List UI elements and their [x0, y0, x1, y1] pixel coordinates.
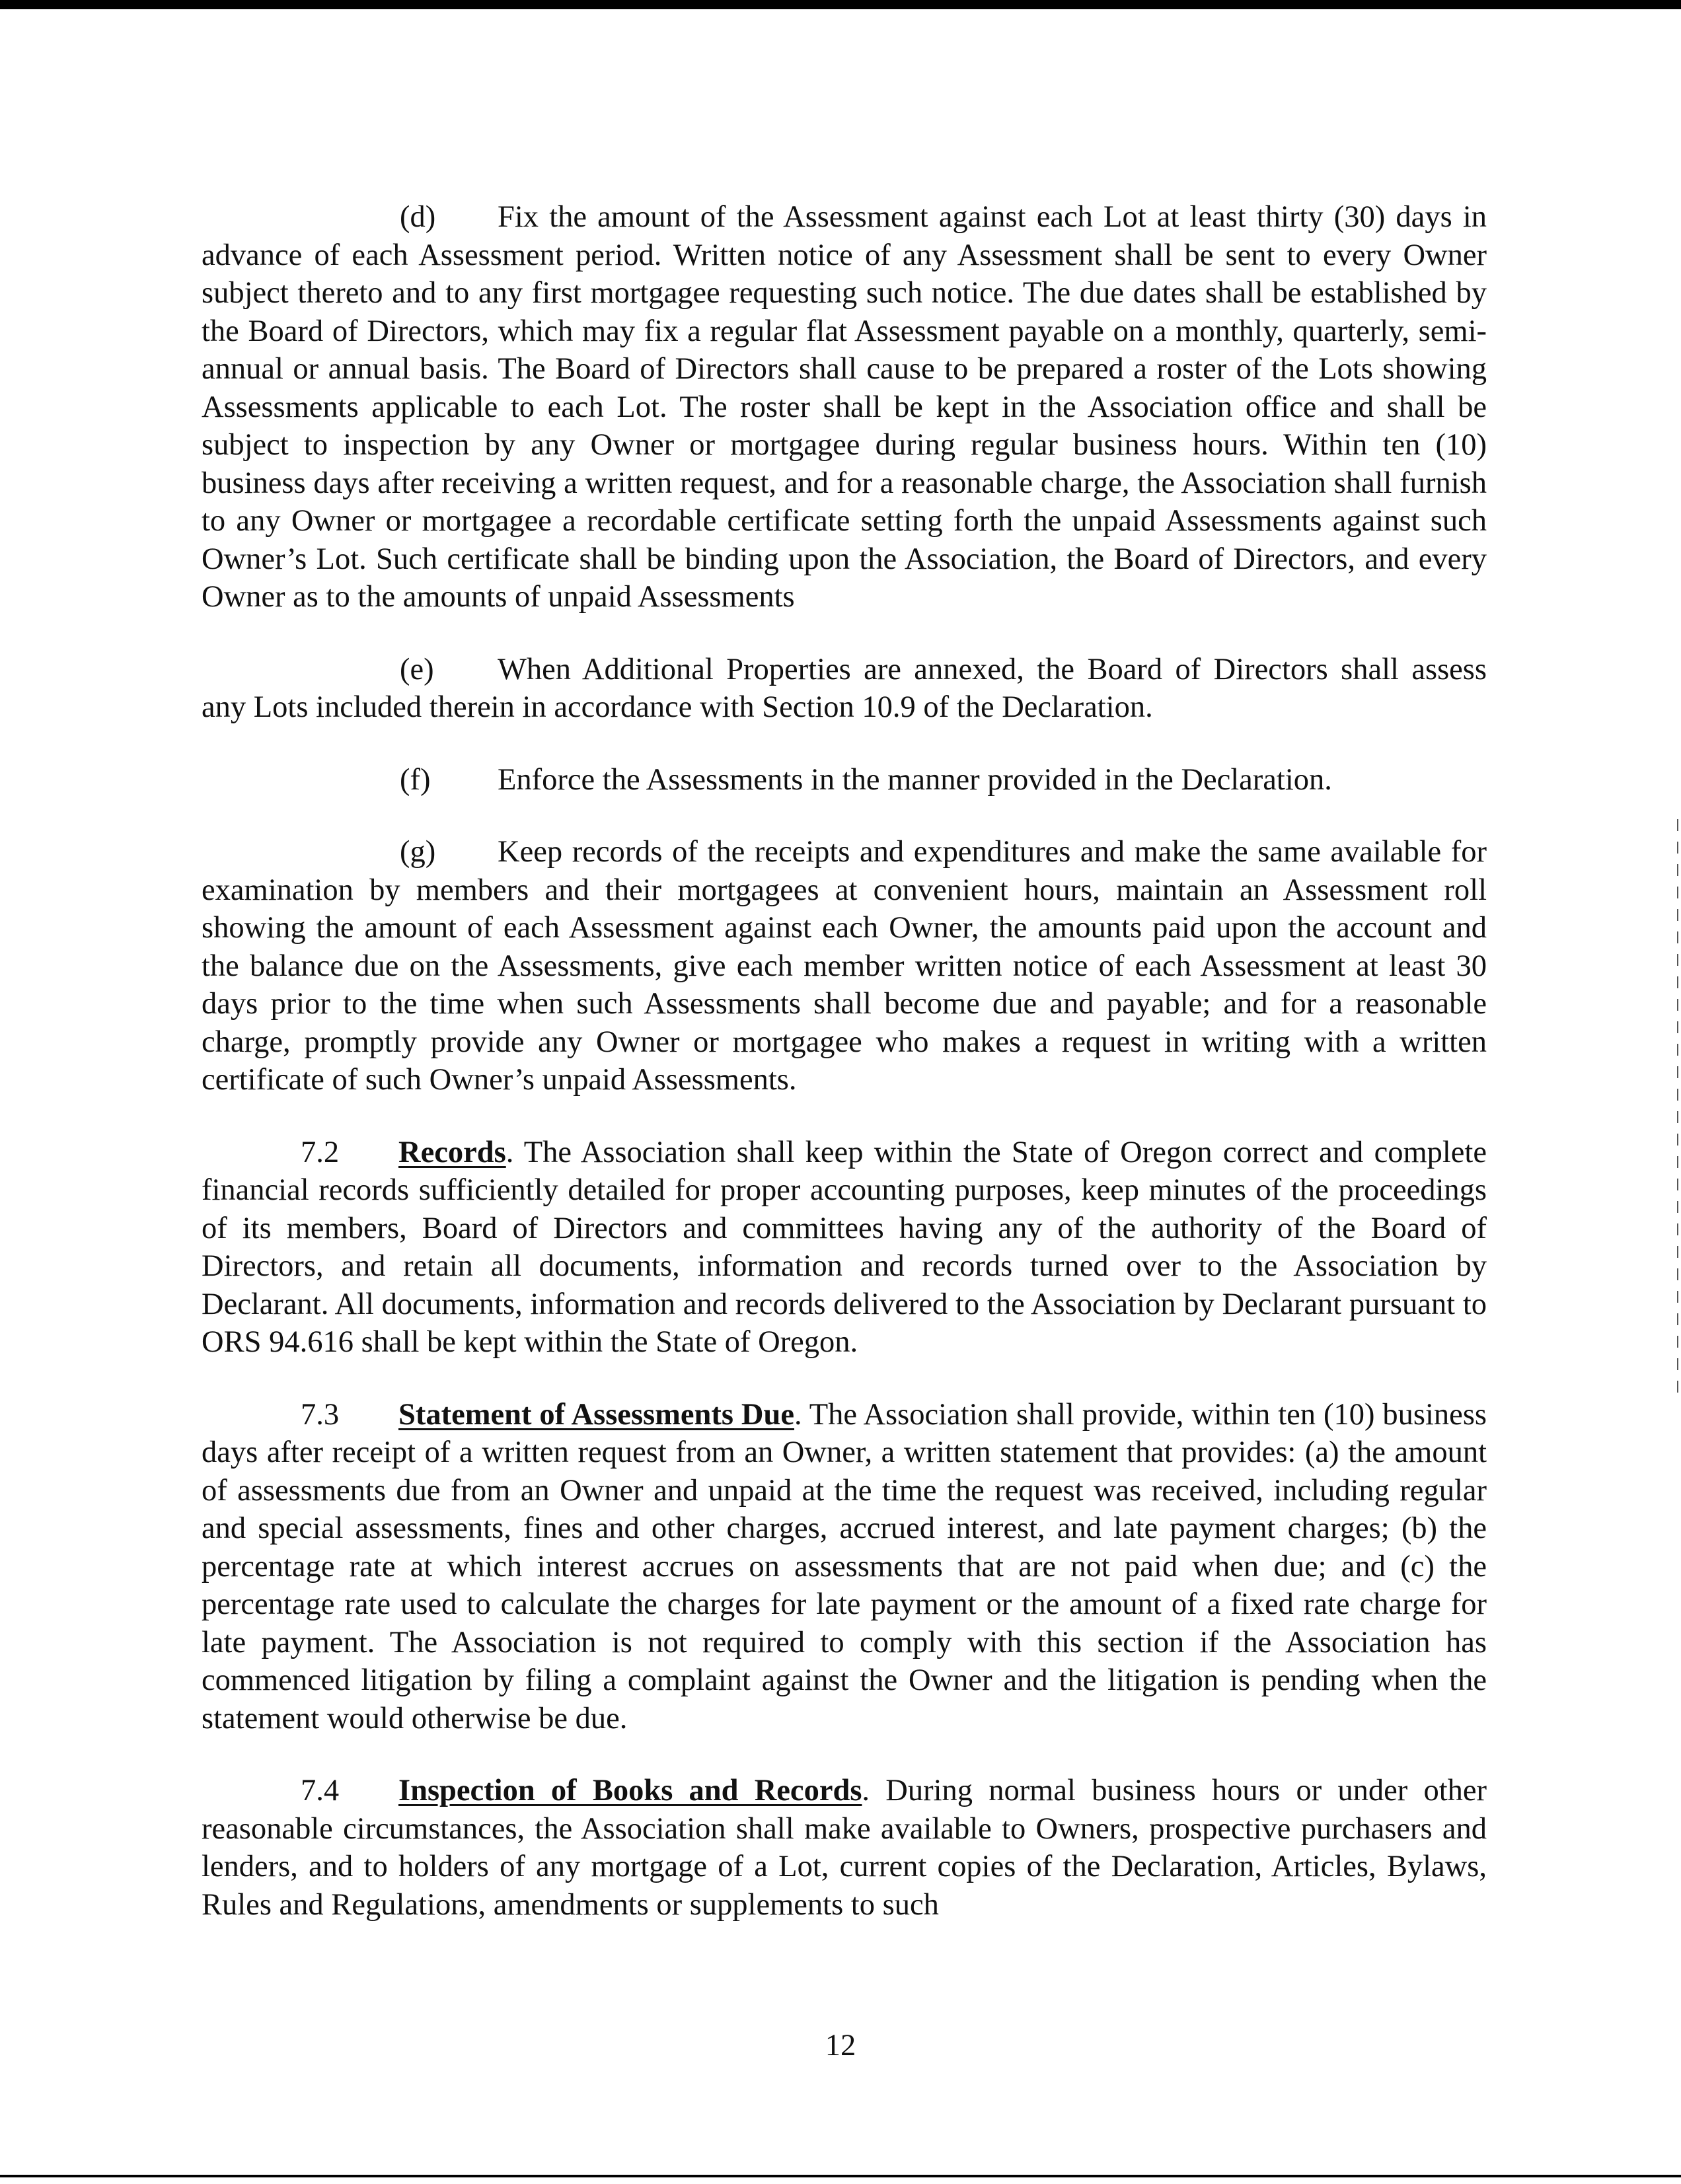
paragraph-d	[202, 198, 1487, 616]
section-heading: Records	[398, 1135, 506, 1169]
paragraph-marker: (e)	[400, 652, 434, 686]
paragraph-text: When Additional Properties are annexed, the Board of Directors shall assess any Lots included therein in accordance with Section 10.9 of the Declaration.	[202, 652, 1487, 724]
section-heading: Inspection of Books and Records	[398, 1774, 862, 1807]
section-text: . During normal business hours or under other reasonable circumstances, the Association shall make available to Owners, prospective purchasers and lenders, and to holders of any mortgage of a Lot, current copies of the Declaration, Articles, Bylaws, Rules and Regulations, amendments or supplements to such	[202, 1774, 1487, 1922]
paragraph-text: Enforce the Assessments in the manner provided in the Declaration.	[498, 762, 1332, 797]
section-7-3	[202, 1396, 1487, 1738]
paragraph-marker: (g)	[400, 835, 436, 869]
section-7-4	[202, 1772, 1487, 1924]
section-heading: Statement of Assessments Due	[398, 1397, 795, 1432]
scan-bottom-border	[0, 2175, 1681, 2177]
paragraph-text: Fix the amount of the Assessment against each Lot at least thirty (30) days in advance of each Assessment period. Written notice of any Assessment shall be sent to every Owner subject thereto and to any first mortgagee requesting such notice. The due dates shall be established by the Board of Directors, which may fix a regular flat Assessment payable on a monthly, quarterly, semi-annual or annual basis. The Board of Directors shall cause to be prepared a roster of the Lots showing Assessments applicable to each Lot. The roster shall be kept in the Association office and shall be subject to inspection by any Owner or mortgagee during regular business hours. Within ten (10) business days after receiving a written request, and for a reasonable charge, the Association shall furnish to any Owner or mortgagee a recordable certificate setting forth the unpaid Assessments against such Owner’s Lot. Such certificate shall be binding upon the Association, the Board of Directors, and every Owner as to the amounts of unpaid Assessments	[202, 200, 1487, 614]
section-text: . The Association shall keep within the State of Oregon correct and complete financial records sufficiently detailed for proper accounting purposes, keep minutes of the proceedings of its members, Board of Directors and committees having any of the authority of the Board of Directors, and retain all documents, information and records turned over to the Association by Declarant. All documents, information and records delivered to the Association by Declarant pursuant to ORS 94.616 shall be kept within the State of Oregon.	[202, 1135, 1487, 1359]
paragraph-e	[202, 651, 1487, 727]
paragraph-f	[202, 761, 1487, 799]
paragraph-marker: (d)	[400, 200, 436, 234]
section-number: 7.4	[301, 1774, 340, 1807]
paragraph-g	[202, 833, 1487, 1099]
paragraph-marker: (f)	[400, 762, 431, 797]
scan-edge-marks	[1677, 819, 1678, 1401]
paragraph-text: Keep records of the receipts and expenditures and make the same available for examination by members and their mortgagees at convenient hours, maintain an Assessment roll showing the amount of each Assessment against each Owner, the amounts paid upon the account and the balance due on the Assessments, give each member written notice of each Assessment at least 30 days prior to the time when such Assessments shall become due and payable; and for a reasonable charge, promptly provide any Owner or mortgagee who makes a request in writing with a written certificate of such Owner’s unpaid Assessments.	[202, 835, 1487, 1097]
section-text: . The Association shall provide, within ten (10) business days after receipt of a written request from an Owner, a written statement that provides: (a) the amount of assessments due from an Owner and unpaid at the time the request was received, including regular and special assessments, fines and other charges, accrued interest, and late payment charges; (b) the percentage rate at which interest accrues on assessments that are not paid when due; and (c) the percentage rate used to calculate the charges for late payment or the amount of a fixed rate charge for late payment. The Association is not required to comply with this section if the Association has commenced litigation by filing a complaint against the Owner and the litigation is pending when the statement would otherwise be due.	[202, 1397, 1487, 1735]
section-number: 7.3	[301, 1397, 340, 1432]
page-number: 12	[825, 2029, 856, 2062]
section-7-2	[202, 1134, 1487, 1362]
scan-top-border	[0, 0, 1681, 9]
section-number: 7.2	[301, 1135, 340, 1169]
document-body	[202, 198, 1487, 1958]
